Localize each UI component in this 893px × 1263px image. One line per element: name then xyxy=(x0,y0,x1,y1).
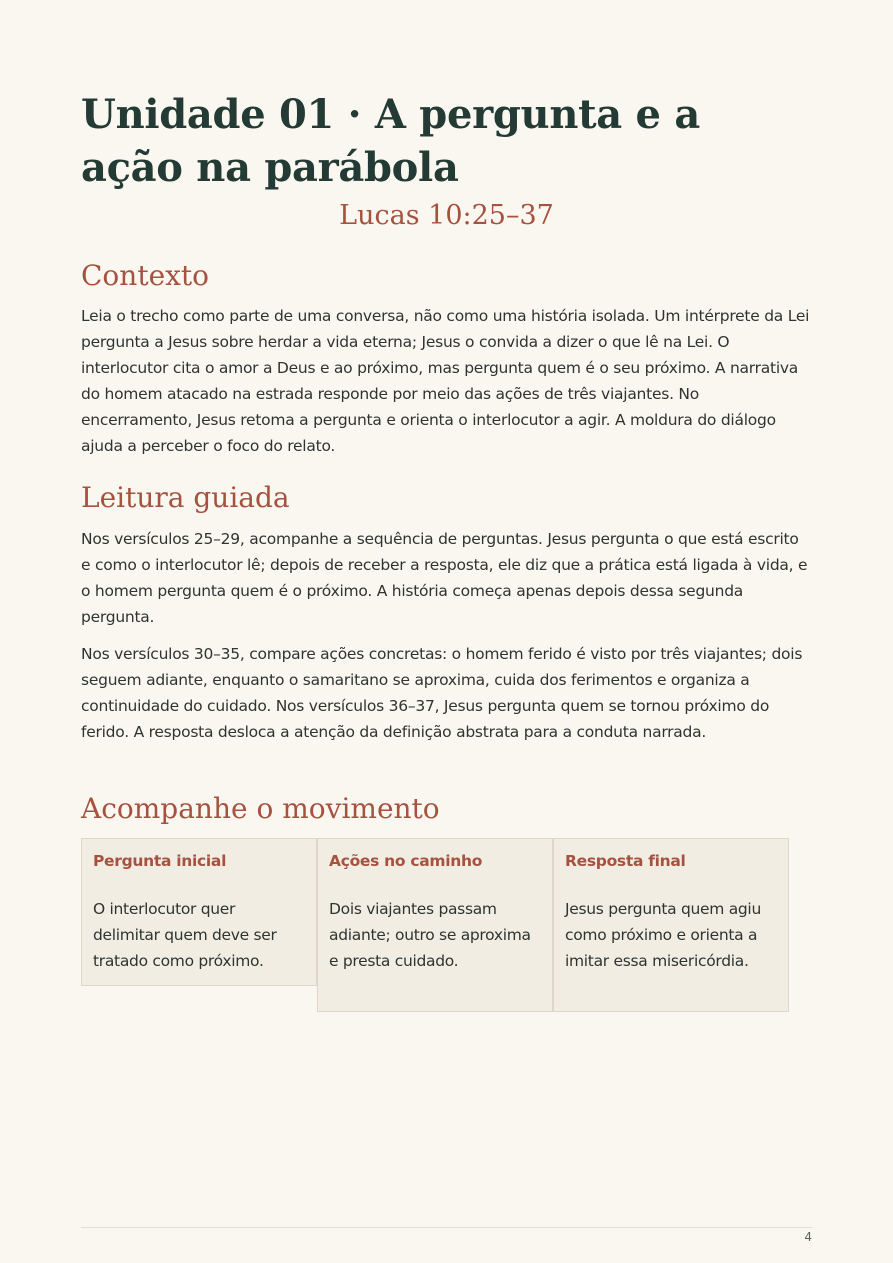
document-page xyxy=(81,0,812,1263)
card-text: O interlocutor quer delimitar quem deve ser tratado como próximo. xyxy=(93,900,277,970)
card-text: Jesus pergunta quem agiu como próximo e orienta a imitar essa misericórdia. xyxy=(565,900,761,970)
page-title: Unidade 01 · A pergunta e a ação na parábola xyxy=(81,91,700,191)
page-number: 4 xyxy=(804,1230,812,1244)
movement-card-pergunta-inicial xyxy=(81,838,317,986)
card-title: Ações no caminho xyxy=(329,852,483,870)
section-heading-leitura-guiada: Leitura guiada xyxy=(81,481,290,514)
leitura-paragraph-2: Nos versículos 30–35, compare ações concretas: o homem ferido é visto por três viajantes; dois seguem adiante, enquanto o samaritano se aproxima, cuida dos ferimentos e organiza a continuidade do cuidado. Nos versículos 36–37, Jesus pergunta quem se tornou próximo do ferido. A resposta desloca a atenção da definição abstrata para a conduta narrada. xyxy=(81,645,803,741)
card-title: Pergunta inicial xyxy=(93,852,227,870)
movement-card-acoes-no-caminho xyxy=(317,838,553,1012)
card-text: Dois viajantes passam adiante; outro se aproxima e presta cuidado. xyxy=(329,900,531,970)
footer-divider xyxy=(81,1227,812,1228)
contexto-paragraph: Leia o trecho como parte de uma conversa, não como uma história isolada. Um intérprete da Lei pergunta a Jesus sobre herdar a vida eterna; Jesus o convida a dizer o que lê na Lei. O interlocutor cita o amor a Deus e ao próximo, mas pergunta quem é o seu próximo. A narrativa do homem atacado na estrada responde por meio das ações de três viajantes. No encerramento, Jesus retoma a pergunta e orienta o interlocutor a agir. A moldura do diálogo ajuda a perceber o foco do relato. xyxy=(81,307,810,455)
movement-card-row xyxy=(81,838,789,1012)
section-heading-contexto: Contexto xyxy=(81,259,210,292)
movement-card-resposta-final xyxy=(553,838,789,1012)
leitura-paragraph-1: Nos versículos 25–29, acompanhe a sequência de perguntas. Jesus pergunta o que está escrito e como o interlocutor lê; depois de receber a resposta, ele diz que a prática está ligada à vida, e o homem pergunta quem é o próximo. A história começa apenas depois dessa segunda pergunta. xyxy=(81,530,808,626)
scripture-reference: Lucas 10:25–37 xyxy=(339,200,554,231)
card-title: Resposta final xyxy=(565,852,686,870)
section-heading-movimento: Acompanhe o movimento xyxy=(81,792,440,825)
